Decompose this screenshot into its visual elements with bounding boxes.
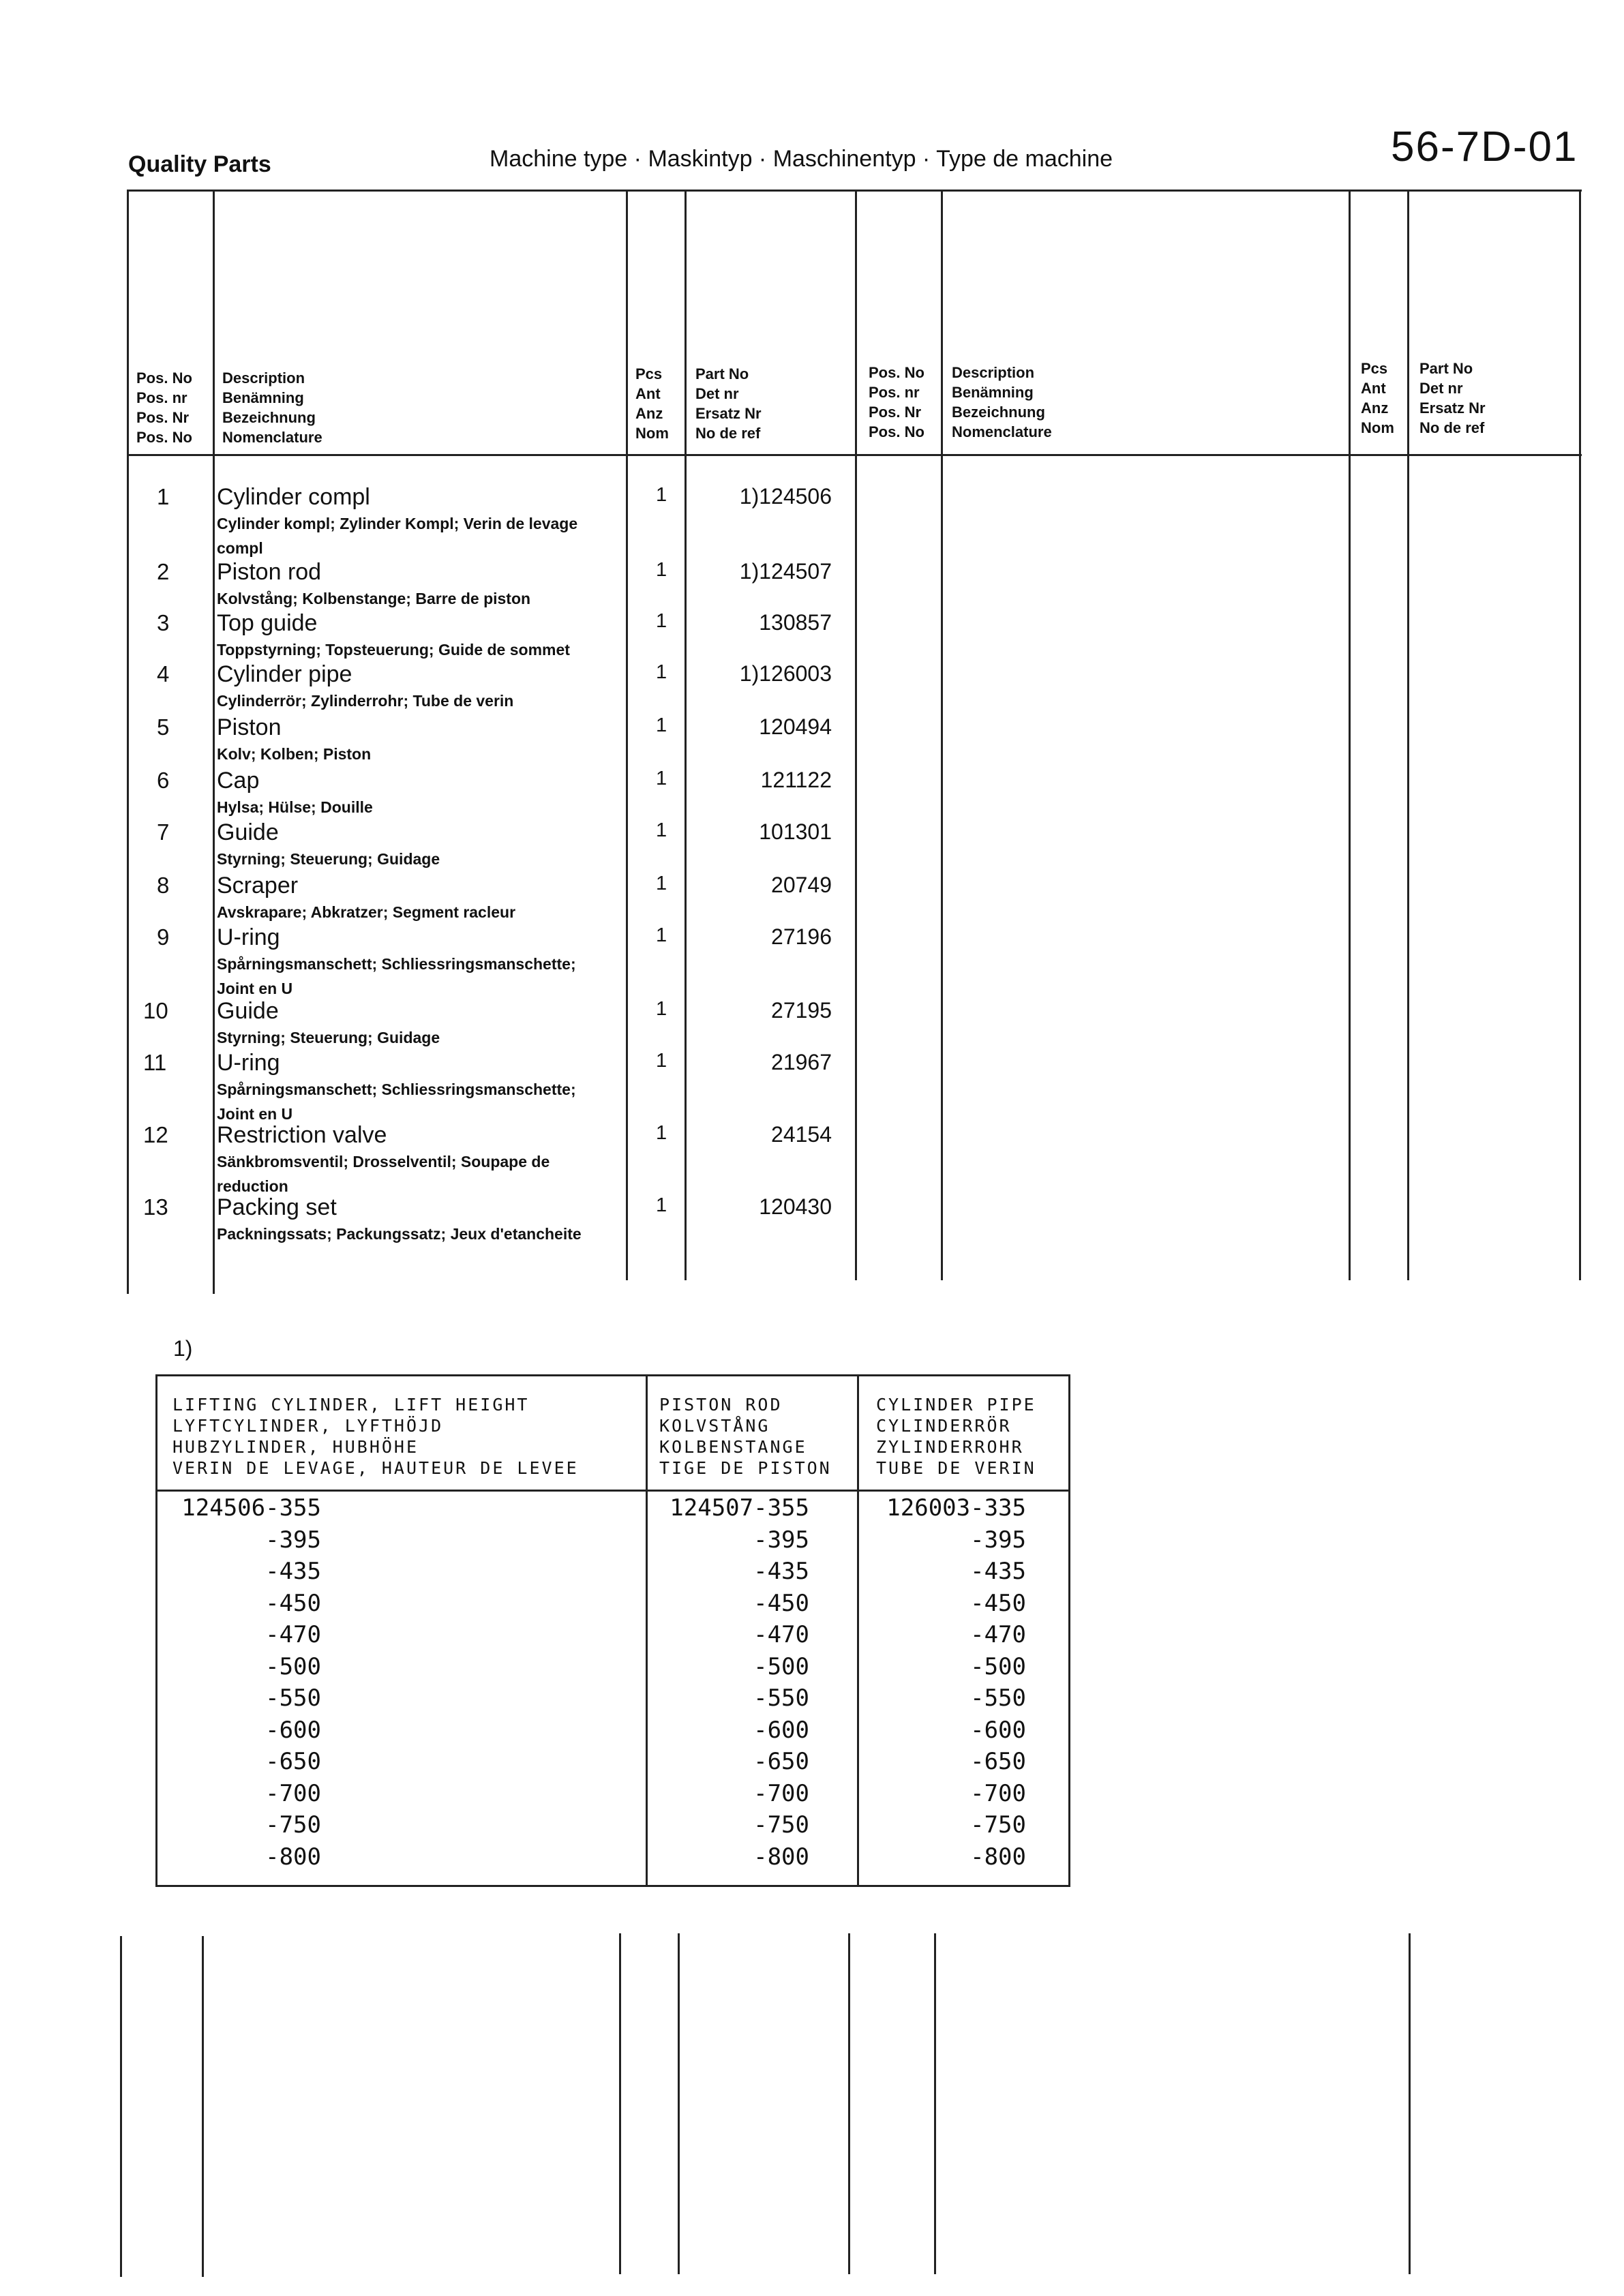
part-pos: 7 [157, 819, 170, 845]
part-pcs: 1 [656, 661, 667, 683]
part-pcs: 1 [656, 559, 667, 581]
part-row [0, 998, 954, 1046]
part-name-translations: Spårningsmanschett; Schliessringsmanschette; Joint en U [217, 955, 576, 997]
part-name-translations: Cylinderrör; Zylinderrohr; Tube de verin [217, 692, 514, 710]
part-row [0, 714, 954, 762]
part-name: Cylinder pipe [217, 661, 352, 687]
part-row [0, 484, 954, 557]
part-name-translations: Avskrapare; Abkratzer; Segment racleur [217, 903, 516, 921]
part-name: U-ring [217, 1050, 280, 1076]
part-number: 24154 [771, 1122, 832, 1147]
pcs-header: Pcs Ant Anz Nom [635, 365, 669, 442]
part-name-translations: Hylsa; Hülse; Douille [217, 798, 373, 816]
footnote-col-cylinder-pipe: 126003-335 -395 -435 -450 -470 -500 -550 -600 -650 -700 -750 -800 [886, 1494, 1026, 1871]
part-row [0, 1194, 954, 1242]
machine-type-label: Machine type · Maskintyp · Maschinentyp · Type de machine [490, 146, 1113, 172]
lower-col-divider [1409, 1933, 1411, 2274]
table-top-border [127, 190, 1582, 192]
part-pcs: 1 [656, 1194, 667, 1216]
part-pos: 6 [157, 768, 170, 793]
col-divider [1349, 190, 1351, 1280]
header-bottom-border [127, 454, 1582, 456]
footnote-col-divider [857, 1376, 859, 1885]
part-name: U-ring [217, 924, 280, 950]
part-pcs: 1 [656, 1050, 667, 1072]
part-name: Piston rod [217, 559, 322, 585]
col-divider [1407, 190, 1409, 1280]
part-number: 1)124507 [739, 559, 832, 584]
part-number: 20749 [771, 873, 832, 897]
footnote-table [155, 1374, 1070, 1887]
footnote-col-lifting-cylinder: 124506-355 -395 -435 -450 -470 -500 -550 -600 -650 -700 -750 -800 [181, 1494, 321, 1871]
part-name: Packing set [217, 1194, 337, 1220]
partno-header: Part No Det nr Ersatz Nr No de ref [695, 365, 762, 442]
description-header: Description Benämning Bezeichnung Nomenclature [222, 369, 322, 446]
part-name-translations: Cylinder kompl; Zylinder Kompl; Verin de levage compl [217, 515, 578, 557]
part-row [0, 610, 954, 658]
part-row [0, 924, 954, 997]
footnote-header-cylinder-pipe: CYLINDER PIPE CYLINDERRÖR ZYLINDERROHR TUBE DE VERIN [876, 1395, 1036, 1478]
part-number: 1)124506 [739, 484, 832, 509]
part-pcs: 1 [656, 819, 667, 841]
part-pcs: 1 [656, 610, 667, 632]
part-pos: 1 [157, 484, 170, 509]
part-pos: 13 [143, 1194, 168, 1220]
part-pcs: 1 [656, 873, 667, 894]
part-name-translations: Toppstyrning; Topsteuerung; Guide de sommet [217, 641, 570, 659]
part-pcs: 1 [656, 1122, 667, 1144]
part-row [0, 819, 954, 867]
part-name-translations: Kolvstång; Kolbenstange; Barre de piston [217, 590, 531, 607]
part-number: 27195 [771, 998, 832, 1023]
part-name-translations: Sänkbromsventil; Drosselventil; Soupape de reduction [217, 1153, 550, 1195]
lower-col-divider [120, 1936, 122, 2277]
part-name: Piston [217, 714, 282, 740]
part-name-translations: Kolv; Kolben; Piston [217, 745, 372, 763]
part-number: 130857 [759, 610, 832, 635]
lower-col-divider [848, 1933, 850, 2274]
footnote-header-lifting-cylinder: LIFTING CYLINDER, LIFT HEIGHT LYFTCYLINDER, LYFTHÖJD HUBZYLINDER, HUBHÖHE VERIN DE LEVAGE, HAUTEUR DE LEVEE [172, 1395, 579, 1478]
part-name: Scraper [217, 873, 299, 898]
part-row [0, 661, 954, 709]
part-name: Cylinder compl [217, 484, 370, 510]
part-pcs: 1 [656, 484, 667, 506]
part-pcs: 1 [656, 998, 667, 1020]
lower-col-divider [934, 1933, 936, 2274]
part-name: Restriction valve [217, 1122, 387, 1148]
footnote-header-piston-rod: PISTON ROD KOLVSTÅNG KOLBENSTANGE TIGE DE PISTON [659, 1395, 832, 1478]
part-pos: 11 [143, 1050, 167, 1075]
lower-col-divider [619, 1933, 621, 2274]
part-pos: 3 [157, 610, 170, 635]
lower-col-divider [678, 1933, 680, 2274]
part-name: Top guide [217, 610, 318, 636]
part-number: 101301 [759, 819, 832, 844]
part-row [0, 1122, 954, 1195]
part-name-translations: Spårningsmanschett; Schliessringsmanschette; Joint en U [217, 1081, 576, 1123]
col-divider [1579, 190, 1581, 1280]
quality-parts-label: Quality Parts [128, 151, 271, 177]
part-number: 21967 [771, 1050, 832, 1074]
part-pos: 8 [157, 873, 170, 898]
part-number: 120494 [759, 714, 832, 739]
part-name-translations: Styrning; Steuerung; Guidage [217, 850, 440, 868]
part-pos: 10 [143, 998, 168, 1023]
part-number: 121122 [760, 768, 832, 792]
part-pcs: 1 [656, 924, 667, 946]
lower-col-divider [202, 1936, 204, 2277]
part-name: Guide [217, 819, 279, 845]
part-name: Cap [217, 768, 260, 794]
pos-header-right: Pos. No Pos. nr Pos. Nr Pos. No [869, 364, 924, 440]
part-pos: 5 [157, 714, 170, 740]
part-row [0, 1050, 954, 1123]
pcs-header-right: Pcs Ant Anz Nom [1361, 360, 1394, 436]
part-pos: 12 [143, 1122, 168, 1147]
part-pcs: 1 [656, 768, 667, 789]
part-number: 1)126003 [739, 661, 832, 686]
part-number: 120430 [759, 1194, 832, 1219]
description-header-right: Description Benämning Bezeichnung Nomenclature [952, 364, 1052, 440]
part-number: 27196 [771, 924, 832, 949]
part-row [0, 559, 954, 607]
part-row [0, 873, 954, 920]
footnote-col-divider [646, 1376, 648, 1885]
document-code: 56-7D-01 [1391, 123, 1578, 170]
part-name-translations: Packningssats; Packungssatz; Jeux d'etancheite [217, 1225, 582, 1243]
partno-header-right: Part No Det nr Ersatz Nr No de ref [1419, 360, 1486, 436]
footnote-col-piston-rod: 124507-355 -395 -435 -450 -470 -500 -550 -600 -650 -700 -750 -800 [670, 1494, 809, 1871]
part-name: Guide [217, 998, 279, 1024]
footnote-header-divider [157, 1490, 1068, 1492]
footnote-marker: 1) [173, 1336, 193, 1361]
part-pos: 4 [157, 661, 170, 686]
part-row [0, 768, 954, 815]
part-pcs: 1 [656, 714, 667, 736]
part-pos: 2 [157, 559, 170, 584]
part-pos: 9 [157, 924, 170, 950]
pos-header: Pos. No Pos. nr Pos. Nr Pos. No [136, 369, 192, 446]
part-name-translations: Styrning; Steuerung; Guidage [217, 1029, 440, 1046]
